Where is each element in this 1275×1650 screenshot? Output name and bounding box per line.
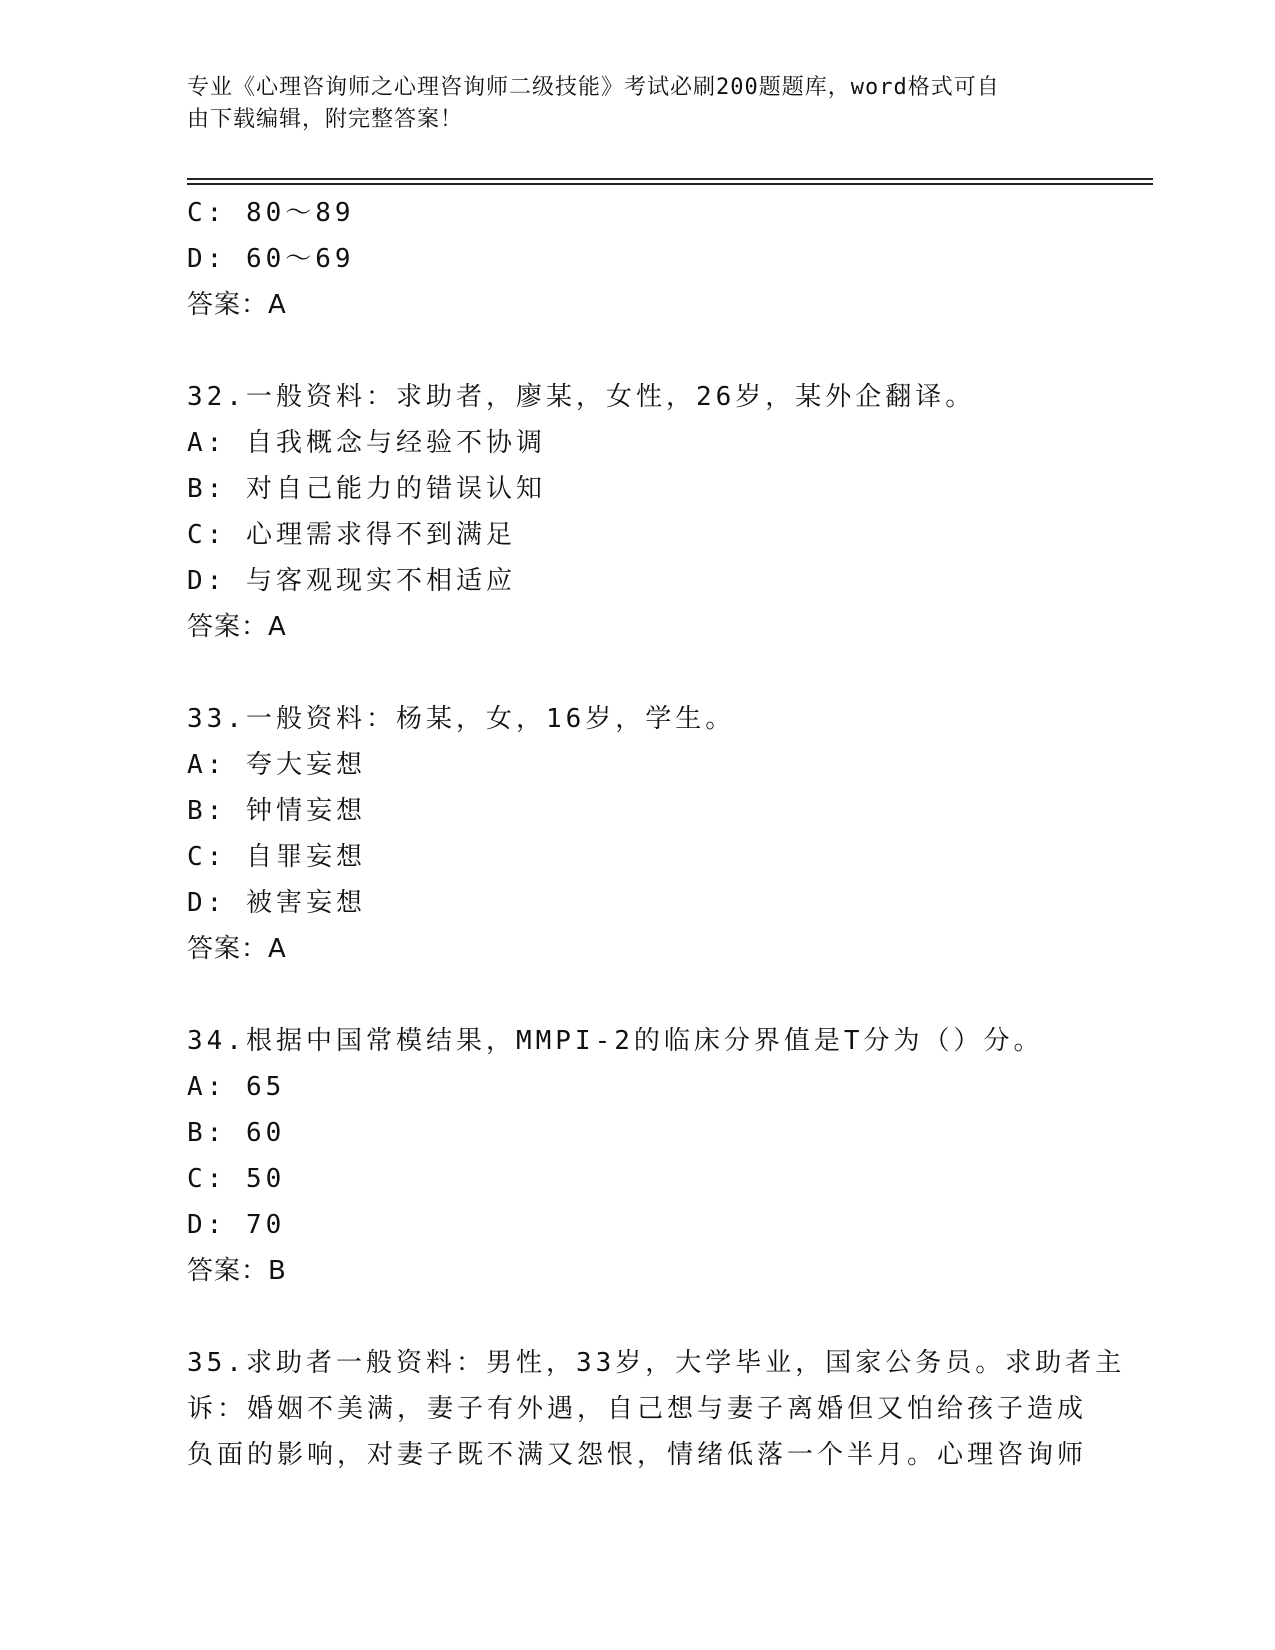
question-stem-line-2: 诉：婚姻不美满，妻子有外遇，自己想与妻子离婚但又怕给孩子造成 [187, 1394, 1088, 1424]
header-line-1: 专业《心理咨询师之心理咨询师二级技能》考试必刷200题题库，word格式可自 [187, 75, 1000, 100]
question-list [187, 190, 1126, 1478]
question-32 [187, 374, 1087, 650]
question-stem: 32.一般资料：求助者，廖某，女性，26岁，某外企翻译。 [187, 382, 976, 412]
option-d: D: 60～69 [187, 244, 355, 274]
header-divider-top [187, 178, 1153, 180]
option-b: B: 60 [187, 1118, 286, 1148]
option-d: D: 70 [187, 1210, 286, 1240]
header-divider-bottom [187, 183, 1153, 185]
question-34 [187, 1018, 1087, 1294]
question-stem: 34.根据中国常模结果，MMPI-2的临床分界值是T分为（）分。 [187, 1026, 1044, 1056]
spacer [187, 1294, 1087, 1340]
document-header [187, 72, 1067, 136]
header-line-2: 由下载编辑，附完整答案！ [187, 107, 464, 132]
option-b: B: 钟情妄想 [187, 796, 366, 826]
option-c: C: 自罪妄想 [187, 842, 366, 872]
question-stem-line-3: 负面的影响，对妻子既不满又怨恨，情绪低落一个半月。心理咨询师 [187, 1440, 1088, 1470]
option-b: B: 对自己能力的错误认知 [187, 474, 546, 504]
option-c: C: 50 [187, 1164, 286, 1194]
answer-line: 答案：A [187, 934, 287, 964]
spacer [187, 972, 1087, 1018]
question-stem: 33.一般资料：杨某，女，16岁，学生。 [187, 704, 736, 734]
answer-line: 答案：A [187, 290, 287, 320]
option-a: A: 夸大妄想 [187, 750, 366, 780]
option-d: D: 与客观现实不相适应 [187, 566, 516, 596]
option-d: D: 被害妄想 [187, 888, 366, 918]
option-a: A: 65 [187, 1072, 286, 1102]
question-35 [187, 1340, 1126, 1478]
option-a: A: 自我概念与经验不协调 [187, 428, 546, 458]
question-stem-line-1: 35.求助者一般资料：男性，33岁，大学毕业，国家公务员。求助者主 [187, 1348, 1126, 1378]
spacer [187, 650, 1087, 696]
question-33 [187, 696, 1087, 972]
answer-line: 答案：A [187, 612, 287, 642]
spacer [187, 328, 1087, 374]
answer-line: 答案：B [187, 1256, 287, 1286]
option-c: C: 80～89 [187, 198, 355, 228]
option-c: C: 心理需求得不到满足 [187, 520, 516, 550]
